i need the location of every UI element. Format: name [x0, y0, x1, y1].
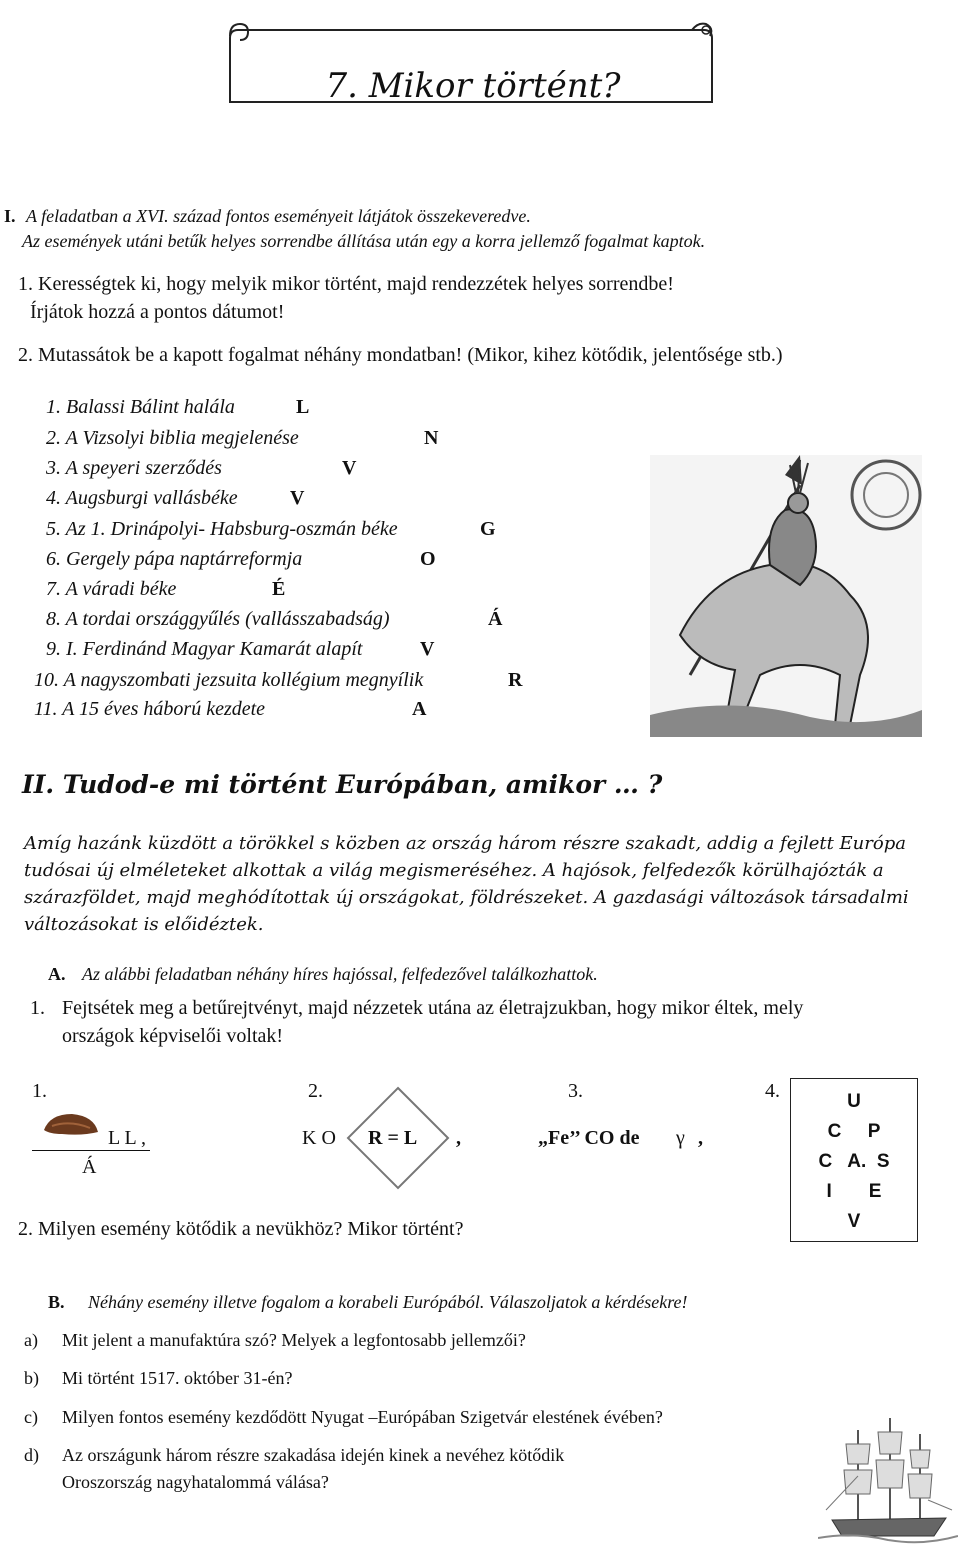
puzzle1-sub: Á — [82, 1156, 97, 1178]
section2-paragraph: Amíg hazánk küzdött a törökkel s közben az ország három részre szakadt, addig a fejlett Európa tudósai új elméleteket alkottak a világ megismeréséhez. A hajósok, felfedezők körülhajózták a szárazföldet, majd meghódítottak új országokat, földrészeket. A gazdasági változások társadalmi változásokat is előidéztek. — [24, 833, 909, 935]
section1-intro-line1: A feladatban a XVI. század fontos eseményeit látjátok összekeveredve. — [26, 206, 531, 226]
puzzle3-gamma: γ — [676, 1127, 685, 1149]
puzzle3-text: „Fe’’ CO de — [538, 1127, 640, 1149]
list-item-letter: V — [290, 487, 305, 509]
question-text: Az országunk három részre szakadása idején kinek a nevéhez kötődik — [62, 1445, 565, 1465]
puzzle2-center: R = L — [368, 1127, 418, 1149]
puzzle4-row: U — [847, 1091, 861, 1112]
list-item-letter: A — [412, 698, 427, 720]
list-item: 7. A váradi béke — [46, 578, 177, 600]
question-text-continued: Oroszország nagyhatalommá válása? — [62, 1472, 329, 1492]
list-item: 9. I. Ferdinánd Magyar Kamarát alapít — [46, 638, 363, 660]
partB-text: Néhány esemény illetve fogalom a korabeli Európából. Válaszoljatok a kérdésekre! — [88, 1292, 688, 1312]
question-text: Mi történt 1517. október 31-én? — [62, 1368, 293, 1388]
horseman-engraving — [650, 455, 922, 737]
seed-icon — [42, 1110, 100, 1143]
list-item: 10. A nagyszombati jezsuita kollégium megnyílik — [34, 669, 424, 691]
section1-number: I. — [4, 206, 16, 226]
list-item-letter: G — [480, 518, 496, 540]
list-item: 6. Gergely pápa naptárreformja — [46, 548, 303, 570]
list-item-letter: É — [272, 578, 286, 600]
puzzle1-text: L L , — [108, 1127, 146, 1149]
list-item-letter: O — [420, 548, 436, 570]
partA-label: A. — [48, 964, 66, 984]
puzzle4-row: V — [847, 1211, 861, 1232]
section1-task1-line1: 1. Kerességtek ki, hogy melyik mikor történt, majd rendezzétek helyes sorrendbe! — [18, 273, 674, 295]
title-scroll — [228, 22, 718, 106]
list-item: 8. A tordai országgyűlés (vallásszabadság) — [46, 608, 390, 630]
list-item: 3. A speyeri szerződés — [46, 457, 222, 479]
question-letter: a) — [24, 1330, 38, 1350]
section1-task1-line2: Írjátok hozzá a pontos dátumot! — [30, 301, 285, 323]
puzzle4-row: I E — [826, 1181, 882, 1202]
list-item: 4. Augsburgi vallásbéke — [46, 487, 238, 509]
puzzle4-row: C P — [827, 1121, 881, 1142]
puzzle2-comma: , — [456, 1127, 461, 1149]
puzzle-number-2: 2. — [308, 1080, 323, 1102]
section1-task2: 2. Mutassátok be a kapott fogalmat néhány mondatban! (Mikor, kihez kötődik, jelentősége stb.) — [18, 344, 783, 366]
question-letter: c) — [24, 1407, 38, 1427]
partA-text: Az alábbi feladatban néhány híres hajóssal, felfedezővel találkozhattok. — [82, 964, 598, 984]
partB-label: B. — [48, 1292, 65, 1312]
question-text: Milyen fontos esemény kezdődött Nyugat –Európában Szigetvár elestének évében? — [62, 1407, 663, 1427]
list-item-letter: V — [420, 638, 435, 660]
puzzle1-fraction-line — [32, 1150, 150, 1151]
list-item-letter: N — [424, 427, 439, 449]
puzzle-number-4: 4. — [765, 1080, 780, 1102]
puzzle3-comma: , — [698, 1127, 703, 1149]
sailing-ship-image — [818, 1410, 958, 1546]
task2-text: 2. Milyen esemény kötődik a nevükhöz? Mikor történt? — [18, 1218, 464, 1240]
question-letter: d) — [24, 1445, 39, 1465]
list-item: 2. A Vizsolyi biblia megjelenése — [46, 427, 299, 449]
task1-line1: Fejtsétek meg a betűrejtvényt, majd nézzetek utána az életrajzukban, hogy mikor éltek, mely — [62, 997, 804, 1019]
list-item: 5. Az 1. Drinápolyi- Habsburg-oszmán béke — [46, 518, 398, 540]
page-title: 7. Mikor történt? — [325, 66, 621, 106]
question-letter: b) — [24, 1368, 39, 1388]
list-item-letter: R — [508, 669, 523, 691]
puzzle2-left: K O — [302, 1127, 336, 1149]
puzzle4-box — [790, 1078, 918, 1242]
task1-number: 1. — [30, 997, 45, 1019]
puzzle-number-3: 3. — [568, 1080, 583, 1102]
question-text: Mit jelent a manufaktúra szó? Melyek a legfontosabb jellemzői? — [62, 1330, 526, 1350]
list-item-letter: L — [296, 396, 310, 418]
puzzle4-row: C A. S — [818, 1151, 890, 1172]
list-item-letter: V — [342, 457, 357, 479]
list-item: 11. A 15 éves háború kezdete — [34, 698, 266, 720]
section1-intro-line2: Az események utáni betűk helyes sorrendbe állítása után egy a korra jellemző fogalmat kaptok. — [22, 231, 706, 251]
task1-line2: országok képviselői voltak! — [62, 1025, 284, 1047]
list-item-letter: Á — [488, 608, 503, 630]
list-item: 1. Balassi Bálint halála — [46, 396, 235, 418]
puzzle-number-1: 1. — [32, 1080, 47, 1102]
section2-heading: II. Tudod-e mi történt Európában, amikor … ? — [22, 770, 663, 799]
